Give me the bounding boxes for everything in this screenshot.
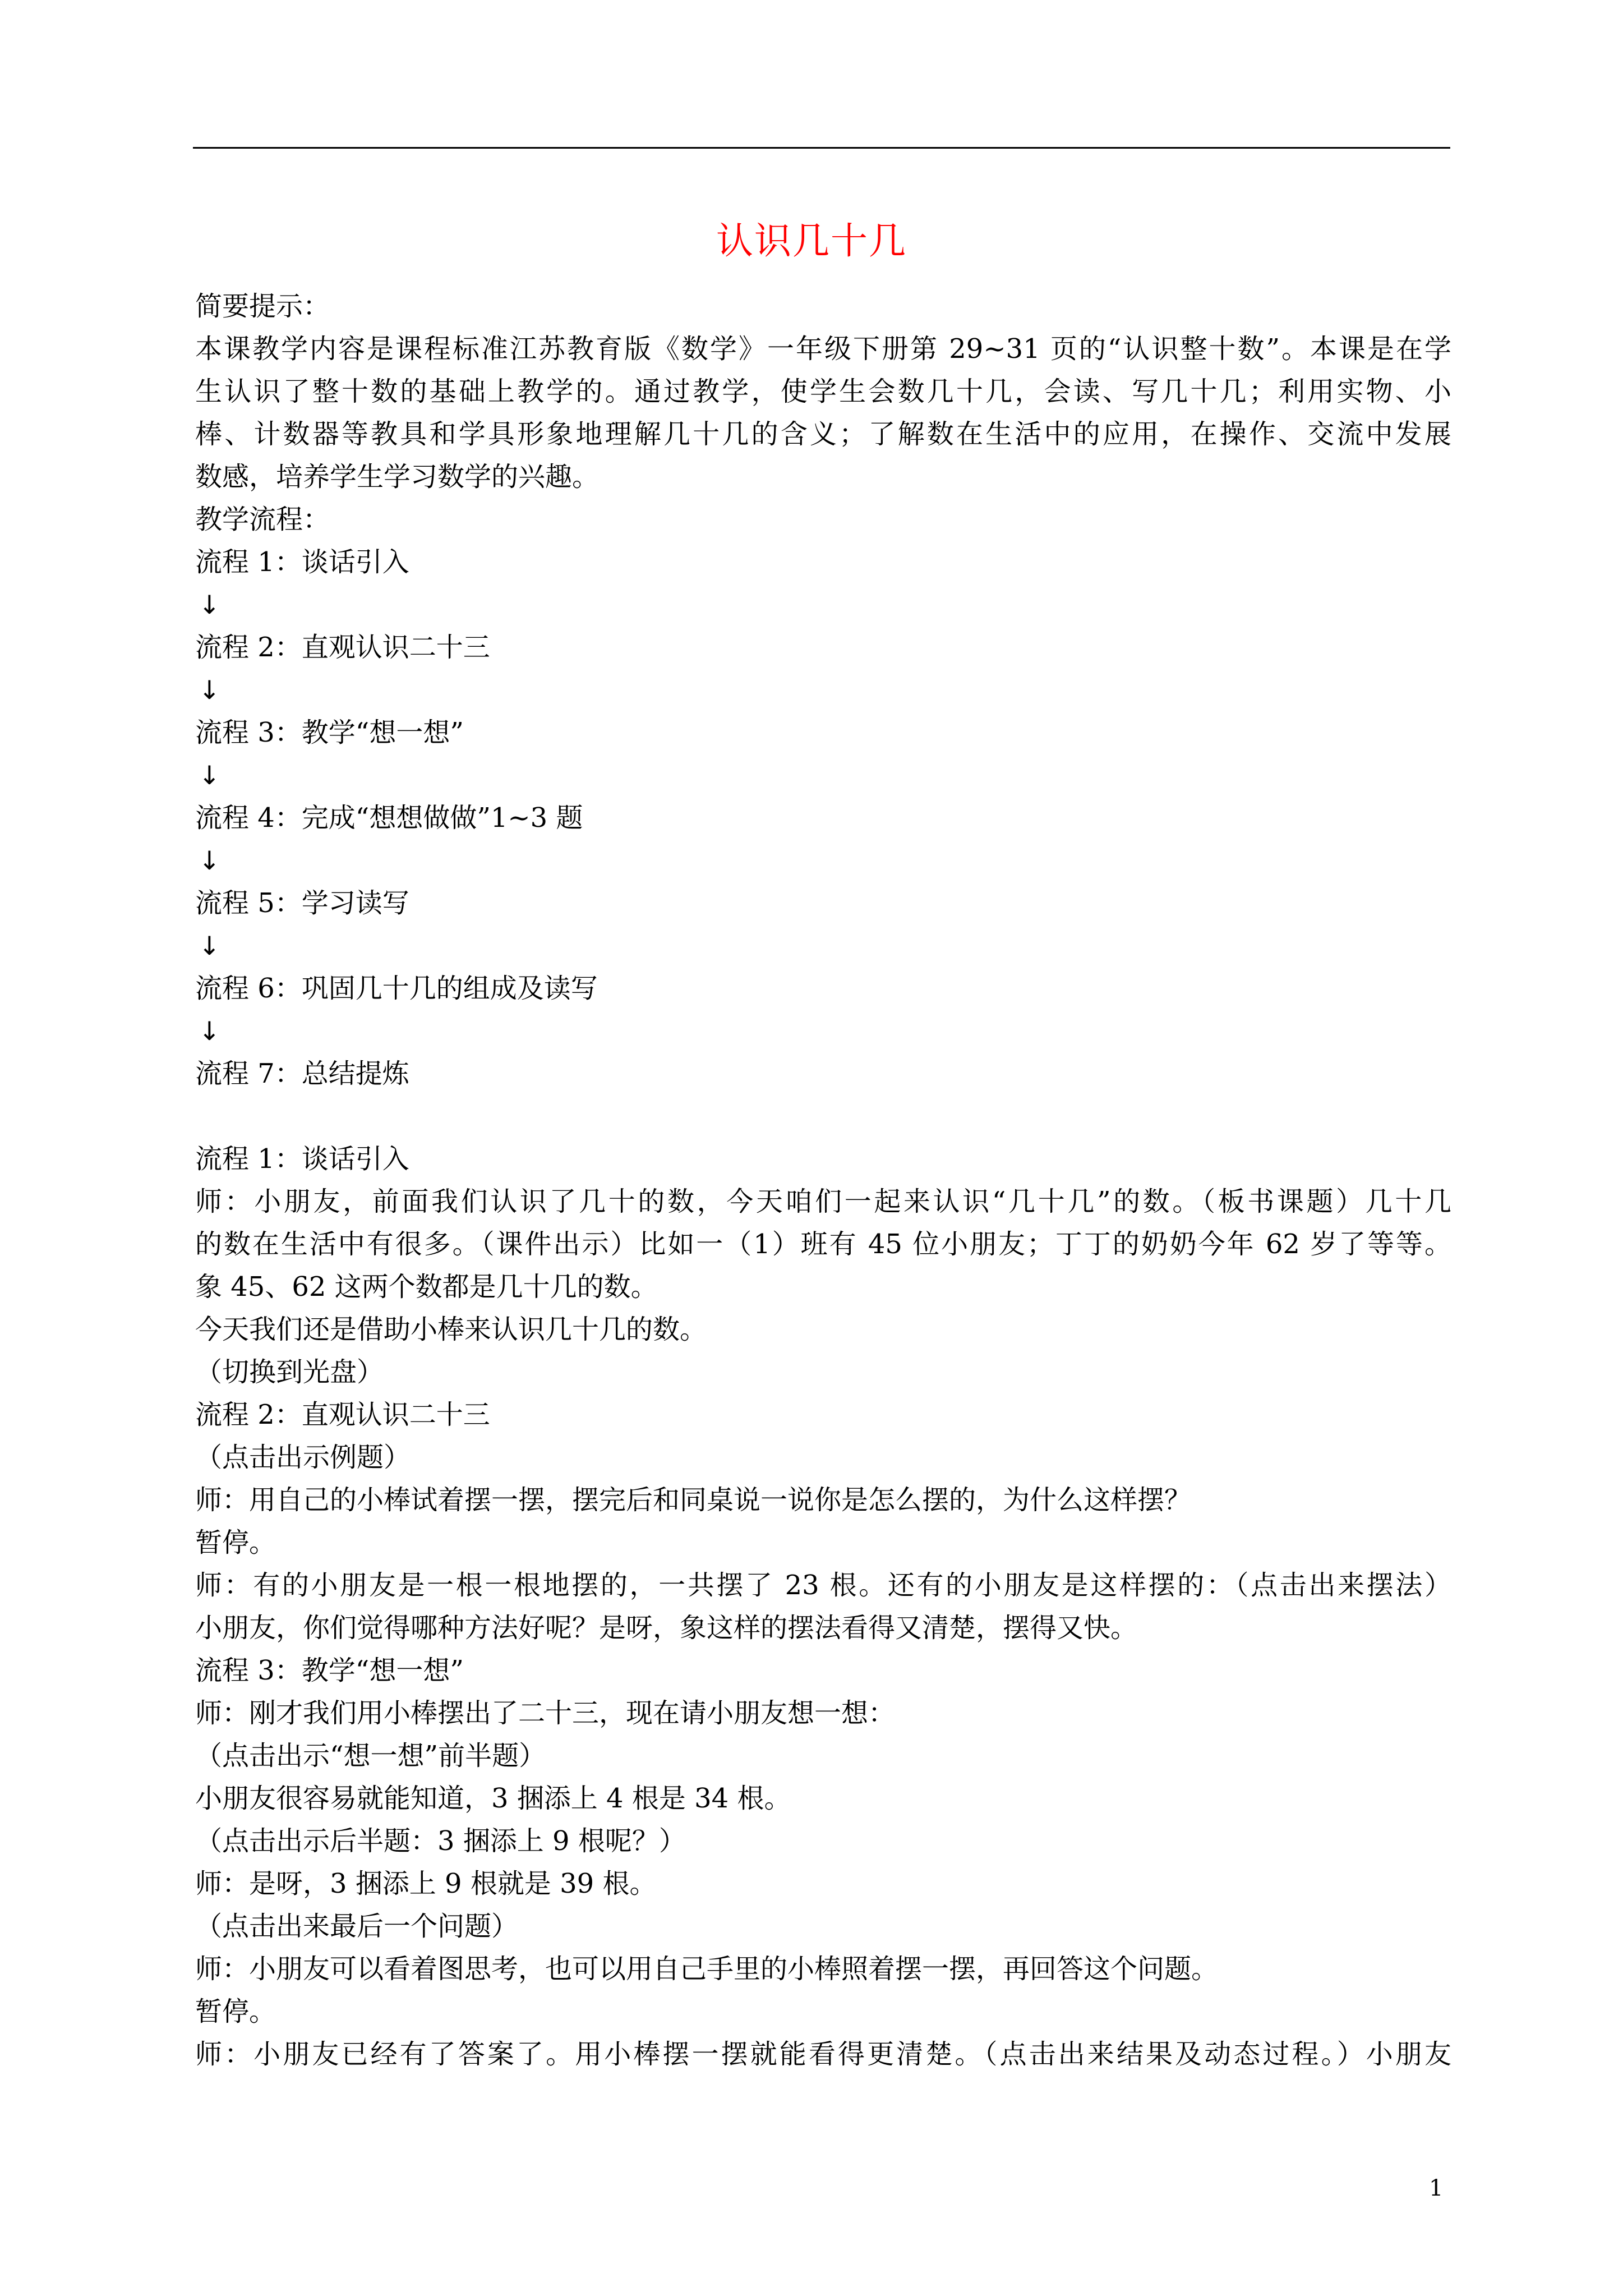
body-line: 师：是呀，3 捆添上 9 根就是 39 根。 (195, 1868, 657, 1899)
body-line: 小朋友，你们觉得哪种方法好呢？是呀，象这样的摆法看得又清楚，摆得又快。 (195, 1612, 1138, 1644)
flow-step: 流程 1：谈话引入 (195, 546, 409, 578)
body-line: （点击出示例题） (195, 1442, 411, 1473)
body-line: 今天我们还是借助小棒来认识几十几的数。 (195, 1314, 707, 1345)
body-line: 师：用自己的小棒试着摆一摆，摆完后和同桌说一说你是怎么摆的，为什么这样摆？ (195, 1484, 1192, 1516)
body-line: 流程 1：谈话引入 (195, 1143, 409, 1175)
body-line: 流程 3：教学“想一想” (195, 1655, 464, 1686)
flow-step: 流程 7：总结提炼 (195, 1058, 409, 1089)
blank-line (195, 1095, 1451, 1138)
body-line: （点击出示后半题：3 捆添上 9 根呢？） (195, 1825, 686, 1857)
body-line: 小朋友很容易就能知道，3 捆添上 4 根是 34 根。 (195, 1783, 791, 1814)
body-line: 师：小朋友，前面我们认识了几十的数，今天咱们一起来认识“几十几”的数。（板书课题）几十几 (195, 1186, 1451, 1217)
body-line: 暂停。 (195, 1527, 276, 1558)
flow-step: 流程 4：完成“想想做做”1~3 题 (195, 802, 583, 834)
flow-step: 流程 2：直观认识二十三 (195, 632, 490, 663)
body-line: （点击出来最后一个问题） (195, 1911, 519, 1942)
body-line: 师：小朋友已经有了答案了。用小棒摆一摆就能看得更清楚。（点击出来结果及动态过程。）小朋友 (195, 2039, 1451, 2070)
flow-step: 流程 6：巩固几十几的组成及读写 (195, 973, 598, 1004)
body-line: （点击出示“想一想”前半题） (195, 1740, 546, 1772)
down-arrow-icon: ↓ (199, 1016, 220, 1046)
body-line: （切换到光盘） (195, 1356, 384, 1388)
intro-heading: 简要提示： (195, 291, 330, 322)
intro-line: 数感，培养学生学习数学的兴趣。 (195, 461, 600, 493)
intro-line: 棒、计数器等教具和学具形象地理解几十几的含义；了解数在生活中的应用，在操作、交流中发展 (195, 418, 1451, 450)
body-line: 流程 2：直观认识二十三 (195, 1399, 490, 1430)
body-line: 师：有的小朋友是一根一根地摆的，一共摆了 23 根。还有的小朋友是这样摆的：（点击出来摆法） (195, 1570, 1451, 1601)
down-arrow-icon: ↓ (199, 675, 220, 705)
body-line: 师：刚才我们用小棒摆出了二十三，现在请小朋友想一想： (195, 1697, 896, 1729)
intro-line: 生认识了整十数的基础上教学的。通过教学，使学生会数几十几，会读、写几十几；利用实物、小 (195, 376, 1451, 407)
down-arrow-icon: ↓ (199, 760, 220, 790)
flow-step: 流程 5：学习读写 (195, 887, 409, 919)
down-arrow-icon: ↓ (199, 590, 220, 620)
flow-heading: 教学流程： (195, 504, 330, 535)
intro-line: 本课教学内容是课程标准江苏教育版《数学》一年级下册第 29~31 页的“认识整十数”。本课是在学 (195, 333, 1451, 365)
header-rule (193, 147, 1450, 149)
page-number: 1 (1429, 2175, 1444, 2201)
document-title: 认识几十几 (716, 219, 907, 263)
document-body (195, 285, 1451, 2076)
body-line: 象 45、62 这两个数都是几十几的数。 (195, 1271, 658, 1303)
down-arrow-icon: ↓ (199, 845, 220, 876)
body-line: 师：小朋友可以看着图思考，也可以用自己手里的小棒照着摆一摆，再回答这个问题。 (195, 1953, 1219, 1985)
body-line: 的数在生活中有很多。（课件出示）比如一（1）班有 45 位小朋友；丁丁的奶奶今年 62 岁了等等。 (195, 1228, 1451, 1260)
body-line: 暂停。 (195, 1996, 276, 2027)
flow-step: 流程 3：教学“想一想” (195, 717, 464, 748)
down-arrow-icon: ↓ (199, 931, 220, 961)
